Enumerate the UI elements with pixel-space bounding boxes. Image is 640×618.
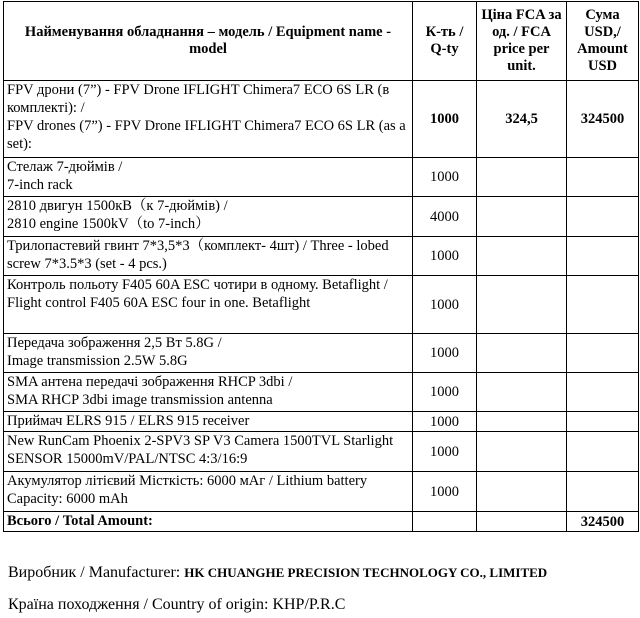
header-price: Ціна FCA за од. / FCA price per unit. (477, 2, 567, 81)
item-name-cell (4, 334, 413, 373)
total-price (477, 512, 567, 532)
item-name-en: 7-inch rack (7, 177, 73, 193)
item-qty: 1000 (413, 373, 477, 412)
item-price (477, 373, 567, 412)
table-row (4, 412, 639, 432)
item-qty: 1000 (413, 276, 477, 334)
table-row (4, 158, 639, 197)
item-name-cell (4, 276, 413, 334)
table-row (4, 81, 639, 158)
manufacturer-name: HK CHUANGHE PRECISION TECHNOLOGY CO., LIMITED (184, 565, 548, 580)
item-qty: 1000 (413, 158, 477, 197)
header-qty: К-ть / Q-ty (413, 2, 477, 81)
item-qty: 1000 (413, 412, 477, 432)
manufacturer-line (8, 564, 547, 582)
item-name-ua: Контроль польоту F405 60A ESC чотири в одному. Betaflight / (7, 277, 388, 293)
header-name: Найменування обладнання – модель / Equipment name - model (4, 2, 413, 81)
table-body (4, 81, 639, 512)
item-name-en: Flight control F405 60A ESC four in one. Betaflight (7, 295, 311, 311)
item-qty: 1000 (413, 334, 477, 373)
item-name-cell (4, 158, 413, 197)
item-name-ua: Передача зображення 2,5 Вт 5.8G / (7, 335, 222, 351)
manufacturer-label: Виробник / Manufacturer: (8, 564, 185, 581)
item-amount (567, 412, 639, 432)
item-price (477, 158, 567, 197)
total-qty (413, 512, 477, 532)
origin-line (8, 596, 345, 614)
item-price (477, 334, 567, 373)
item-name-ua: Трилопастевий гвинт 7*3,5*3（комплект- 4шт) / Three - lobed screw 7*3.5*3 (set - 4 pcs.) (7, 238, 389, 272)
item-amount (567, 373, 639, 412)
total-amount: 324500 (567, 512, 639, 532)
item-name-ua: Приймач ELRS 915 / ELRS 915 receiver (7, 413, 250, 429)
item-amount (567, 237, 639, 276)
item-price (477, 237, 567, 276)
item-name-cell (4, 472, 413, 512)
item-name-en: Image transmission 2.5W 5.8G (7, 353, 188, 369)
item-amount (567, 472, 639, 512)
table-row (4, 276, 639, 334)
item-qty: 4000 (413, 197, 477, 237)
item-amount (567, 334, 639, 373)
item-amount (567, 158, 639, 197)
item-name-en: FPV drones (7”) - FPV Drone IFLIGHT Chimera7 ECO 6S LR (as a set): (7, 118, 406, 152)
item-name-ua: Акумулятор літієвий Місткість: 6000 мАг / Lithium battery Capacity: 6000 mAh (7, 473, 368, 507)
item-name-ua: SMA антена передачі зображення RHCP 3dbi / (7, 374, 293, 390)
total-label: Всього / Total Amount: (4, 512, 413, 532)
item-price (477, 197, 567, 237)
item-name-cell (4, 373, 413, 412)
header-amount: Сума USD,/ Amount USD (567, 2, 639, 81)
table-row (4, 237, 639, 276)
item-name-ua: FPV дрони (7”) - FPV Drone IFLIGHT Chimera7 ECO 6S LR (в комплекті): / (7, 82, 390, 116)
item-name-cell (4, 197, 413, 237)
item-name-en: 2810 engine 1500kV（to 7-inch） (7, 216, 210, 232)
item-name-en: SMA RHCP 3dbi image transmission antenna (7, 392, 273, 408)
item-price (477, 412, 567, 432)
item-price: 324,5 (477, 81, 567, 158)
item-amount (567, 197, 639, 237)
item-qty: 1000 (413, 432, 477, 472)
table-row (4, 197, 639, 237)
equipment-table (3, 1, 639, 532)
item-amount (567, 276, 639, 334)
item-name-cell (4, 81, 413, 158)
table-row (4, 432, 639, 472)
table-row (4, 334, 639, 373)
item-price (477, 276, 567, 334)
item-qty: 1000 (413, 472, 477, 512)
item-price (477, 472, 567, 512)
origin-value: KHP/P.R.C (272, 596, 346, 613)
origin-label: Країна походження / Country of origin: (8, 596, 273, 613)
item-name-ua: Стелаж 7-дюймів / (7, 159, 123, 175)
item-name-cell (4, 237, 413, 276)
item-qty: 1000 (413, 237, 477, 276)
item-amount: 324500 (567, 81, 639, 158)
item-qty: 1000 (413, 81, 477, 158)
item-amount (567, 432, 639, 472)
item-name-ua: New RunCam Phoenix 2-SPV3 SP V3 Camera 1500TVL Starlight SENSOR 15000mV/PAL/NTSC 4:3/16:9 (7, 433, 394, 467)
item-name-cell (4, 432, 413, 472)
table-row (4, 373, 639, 412)
item-name-cell (4, 412, 413, 432)
item-price (477, 432, 567, 472)
table-row (4, 472, 639, 512)
item-name-ua: 2810 двигун 1500кВ（к 7-дюймів) / (7, 198, 228, 214)
